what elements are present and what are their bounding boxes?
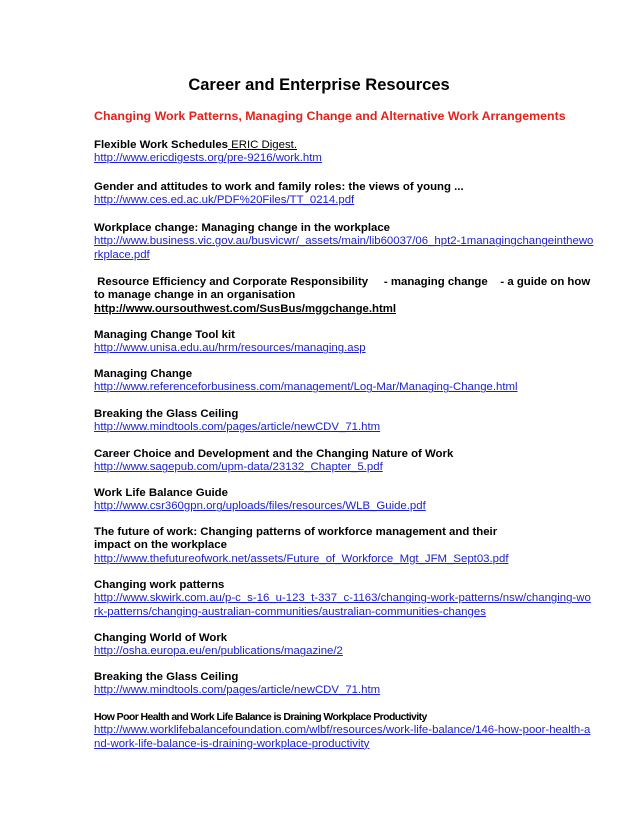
resource-title: Managing Change [94, 368, 193, 380]
resource-link[interactable]: http://www.referenceforbusiness.com/management/Log-Mar/Managing-Change.html [94, 381, 518, 394]
resource-link[interactable]: http://www.business.vic.gov.au/busvicwr/_assets/main/lib60037/06_hpt2-1managingchangeintheworkplace.pdf [94, 235, 594, 261]
resource-entry [94, 711, 594, 751]
resource-link[interactable]: http://www.csr360gpn.org/uploads/files/resources/WLB_Guide.pdf [94, 500, 426, 513]
resource-entry [94, 632, 594, 659]
resource-title: Resource Efficiency and Corporate Responsibility - managing change - a guide on how to manage change in an organisation [94, 276, 594, 302]
resource-entry [94, 139, 594, 166]
resource-link[interactable]: http://www.mindtools.com/pages/article/newCDV_71.htm [94, 684, 381, 697]
resource-title: Changing World of Work [94, 632, 228, 644]
resource-entry [94, 671, 594, 698]
resource-entry [94, 526, 534, 566]
resource-link[interactable]: http://osha.europa.eu/en/publications/magazine/2 [94, 645, 343, 658]
resource-link[interactable]: http://www.mindtools.com/pages/article/newCDV_71.htm [94, 421, 381, 434]
page-title: Career and Enterprise Resources [188, 76, 450, 94]
resource-entry [94, 579, 594, 619]
resource-link[interactable]: http://www.ces.ed.ac.uk/PDF%20Files/TT_0214.pdf [94, 194, 355, 207]
resource-title: Work Life Balance Guide [94, 487, 228, 499]
resource-entry [94, 276, 594, 316]
resource-link[interactable]: http://www.skwirk.com.au/p-c_s-16_u-123_t-337_c-1163/changing-work-patterns/nsw/changing-work-patterns/changing-australian-communities/australian-communities-changes [94, 592, 591, 618]
resource-title: Gender and attitudes to work and family roles: the views of young ... [94, 181, 464, 193]
resource-link[interactable]: http://www.oursouthwest.com/SusBus/mggchange.html [94, 302, 397, 315]
resource-entry [94, 329, 594, 356]
resource-entry [94, 181, 594, 208]
resource-link[interactable]: http://www.unisa.edu.au/hrm/resources/managing.asp [94, 342, 366, 355]
resource-title: Career Choice and Development and the Changing Nature of Work [94, 448, 454, 460]
resource-note[interactable]: ERIC Digest. [228, 139, 297, 151]
resource-link[interactable]: http://www.sagepub.com/upm-data/23132_Chapter_5.pdf [94, 461, 383, 474]
resource-link[interactable]: http://www.thefutureofwork.net/assets/Future_of_Workforce_Mgt_JFM_Sept03.pdf [94, 552, 509, 565]
resource-title: Breaking the Glass Ceiling [94, 671, 239, 683]
resource-entry [94, 368, 594, 395]
resource-entry [94, 487, 594, 514]
resource-title: Workplace change: Managing change in the workplace [94, 222, 391, 234]
resource-entry [94, 222, 594, 262]
resource-title: Managing Change Tool kit [94, 329, 235, 341]
resource-title: Breaking the Glass Ceiling [94, 408, 239, 420]
resource-title: How Poor Health and Work Life Balance is Draining Workplace Productivity [94, 711, 427, 723]
page-subtitle: Changing Work Patterns, Managing Change and Alternative Work Arrangements [94, 109, 566, 123]
resource-title: The future of work: Changing patterns of workforce management and their impact on the workplace [94, 526, 498, 552]
resource-link[interactable]: http://www.ericdigests.org/pre-9216/work.htm [94, 152, 322, 165]
resource-entry [94, 408, 594, 435]
resource-entry [94, 448, 594, 475]
resource-title: Flexible Work Schedules ERIC Digest. [94, 139, 297, 151]
resource-title: Changing work patterns [94, 579, 225, 591]
resource-link[interactable]: http://www.worklifebalancefoundation.com/wlbf/resources/work-life-balance/146-how-poor-health-and-work-life-balance-is-draining-workplace-productivity [94, 724, 591, 750]
